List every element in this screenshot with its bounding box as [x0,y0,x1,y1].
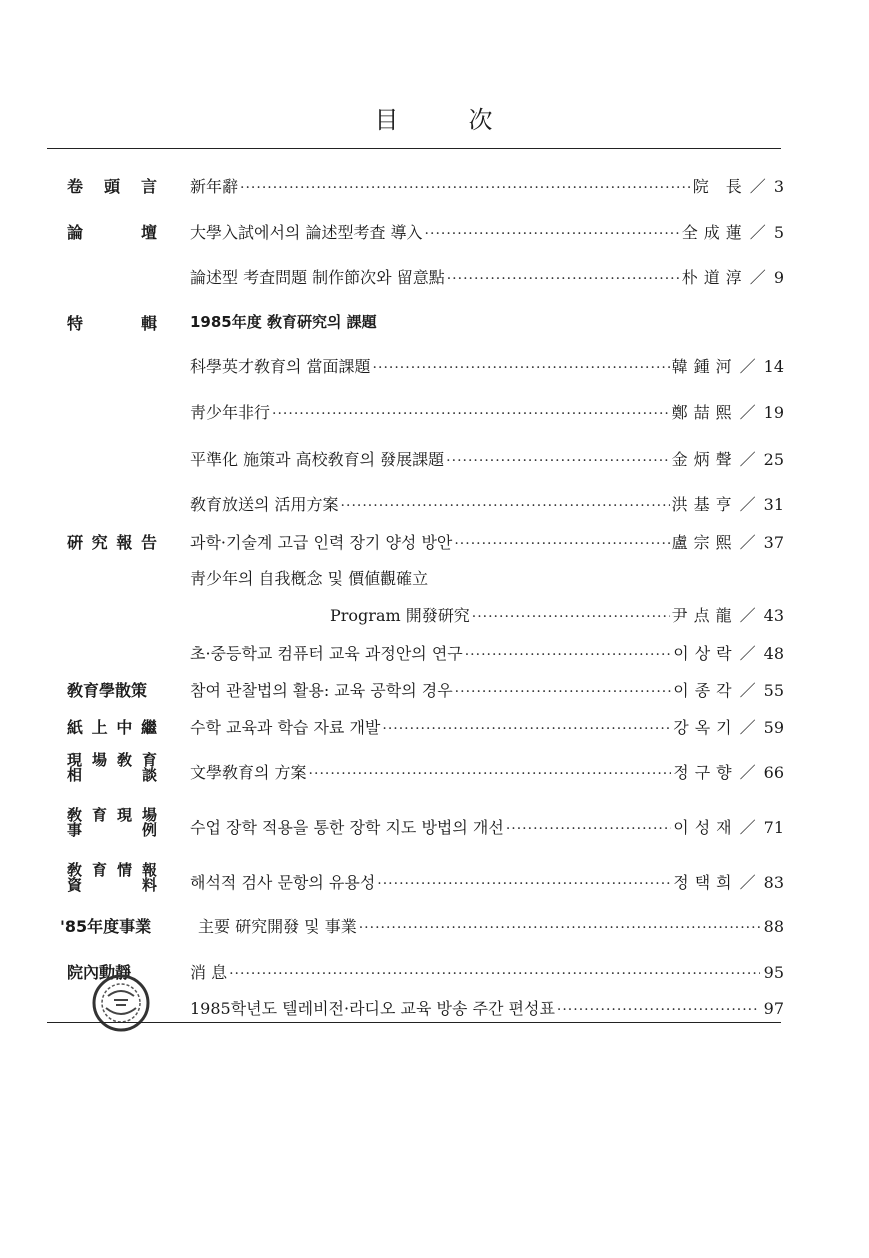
leader-dots [472,609,670,625]
toc-entry[interactable] [0,603,869,639]
entry-author: 이상락 [673,644,738,663]
leader-dots [309,766,672,782]
slash: ／ [739,873,756,892]
leader-dots [229,966,760,982]
leader-dots [272,406,670,422]
section-label: 敎育學散策 [67,681,148,700]
entry-page: 31 [763,495,784,514]
entry-title: 靑少年非行 [190,403,271,422]
section-line-1: 現 場 敎 育 [67,751,157,769]
entry-page: 59 [763,718,784,737]
slash: ／ [739,763,756,782]
toc-line [190,760,784,783]
toc-entry[interactable] [0,641,869,677]
section-label [67,863,157,893]
entry-author: 全成蓮 [681,223,748,242]
entry-title: 수업 장학 적용을 통한 장학 지도 방법의 개선 [190,818,504,837]
slash: ／ [749,268,766,287]
toc-line [190,870,784,893]
leader-dots [359,920,760,936]
toc-entry[interactable] [0,265,869,301]
section-line-1: 敎 育 情 報 [67,861,157,879]
entry-author: 강옥기 [673,718,738,737]
leader-dots [446,453,669,469]
slash: ／ [739,403,756,422]
toc-entry[interactable] [0,566,869,602]
section-label: 卷 頭 言 [67,177,157,196]
slash: ／ [749,177,766,196]
entry-page: 88 [763,917,784,936]
toc-line [190,678,784,701]
entry-title: 平準化 施策과 高校敎育의 發展課題 [190,450,445,469]
toc-entry[interactable] [0,530,869,566]
toc-entry[interactable] [0,715,869,751]
toc-line [190,311,784,332]
slash: ／ [739,606,756,625]
section-label: 院內動靜 [67,963,132,982]
toc-line [190,715,784,738]
entry-author: 韓鍾河 [671,357,738,376]
slash: ／ [739,357,756,376]
toc-line [190,815,784,838]
section-label [67,808,157,838]
slash: ／ [739,644,756,663]
entry-page: 55 [763,681,784,700]
entry-page: 5 [773,223,784,242]
section-label [67,753,157,783]
entry-title: 科學英才敎育의 當面課題 [190,357,371,376]
entry-title: 主要 硏究開發 및 事業 [198,917,357,936]
seal-stamp [86,972,156,1034]
entry-title: 수학 교육과 학습 자료 개발 [190,718,381,737]
toc-line [190,354,784,377]
entry-title: 論述型 考査問題 制作節次와 留意點 [190,268,445,287]
entry-author: 이종각 [673,681,738,700]
toc-line [190,447,784,470]
toc-line [190,960,784,983]
toc-line [190,996,784,1019]
toc-line [190,566,784,589]
top-rule [47,148,781,149]
toc-entry[interactable] [0,861,869,906]
entry-title: 과학·기술계 고급 인력 장기 양성 방안 [190,533,453,552]
toc-entry[interactable] [0,678,869,714]
leader-dots [425,226,680,242]
page-title [0,100,869,135]
toc-line [190,174,784,197]
section-line-1: 敎 育 現 場 [67,806,157,824]
section-line-2: 資 料 [67,876,157,894]
slash: ／ [739,495,756,514]
toc-line [190,492,784,515]
entry-title: 敎育放送의 活用方案 [190,495,339,514]
leader-dots [382,721,671,737]
entry-page: 25 [763,450,784,469]
entry-page: 43 [763,606,784,625]
entry-author: 鄭喆熙 [671,403,738,422]
toc-entry[interactable] [0,447,869,483]
toc-line [190,265,784,288]
entry-page: 14 [763,357,784,376]
entry-page: 19 [763,403,784,422]
entry-page: 37 [763,533,784,552]
section-line-2: 事 例 [67,821,157,839]
toc-line [190,530,784,553]
entry-title: 新年辭 [190,177,239,196]
section-line-2: 相 談 [67,766,157,784]
leader-dots [454,536,669,552]
toc-entry[interactable] [0,400,869,436]
leader-dots [557,1002,760,1018]
entry-author: 院 長 [692,177,748,196]
entry-title: 靑少年의 自我槪念 및 價値觀確立 [190,569,429,588]
toc-line [190,220,784,243]
entry-title: 해석적 검사 문항의 유용성 [190,873,376,892]
entry-title: 大學入試에서의 論述型考査 導入 [190,223,423,242]
entry-author: 정구향 [673,763,738,782]
entry-page: 83 [763,873,784,892]
slash: ／ [739,533,756,552]
toc-entry[interactable] [0,311,869,347]
entry-page: 9 [773,268,784,287]
section-label: 硏 究 報 告 [67,533,157,552]
section-label: 特 輯 [67,314,157,333]
leader-dots [506,821,671,837]
slash: ／ [749,223,766,242]
section-label: 論 壇 [67,223,157,242]
title-char-1: 目 [374,106,401,134]
entry-page: 95 [763,963,784,982]
leader-dots [240,180,691,196]
entry-title: Program 開發硏究 [330,606,470,625]
toc-line [330,603,784,626]
entry-page: 3 [773,177,784,196]
section-label: 紙 上 中 繼 [67,718,157,737]
leader-dots [377,876,671,892]
entry-page: 71 [763,818,784,837]
slash: ／ [739,681,756,700]
leader-dots [447,271,680,287]
toc-line [190,400,784,423]
leader-dots [341,498,670,514]
toc-entry[interactable] [0,751,869,796]
bottom-rule [47,1022,781,1023]
entry-author: 盧宗熙 [671,533,738,552]
entry-title: 참여 관찰법의 활용: 교육 공학의 경우 [190,681,453,700]
toc-entry[interactable] [0,492,869,528]
slash: ／ [739,450,756,469]
entry-author: 이성재 [673,818,738,837]
toc-entry[interactable] [0,914,869,950]
slash: ／ [739,718,756,737]
entry-title: 초·중등학교 컴퓨터 교육 과정안의 연구 [190,644,463,663]
slash: ／ [739,818,756,837]
section-label: '85年度事業 [60,917,152,936]
entry-page: 97 [763,999,784,1018]
title-char-2: 次 [468,106,495,134]
leader-dots [373,360,670,376]
entry-title: 1985年度 敎育硏究의 課題 [190,313,377,331]
toc-entry[interactable] [0,806,869,851]
entry-author: 洪基亨 [671,495,738,514]
toc-line [198,914,784,937]
entry-author: 尹点龍 [671,606,738,625]
entry-title: 1985학년도 텔레비전·라디오 교육 방송 주간 편성표 [190,999,555,1018]
entry-page: 48 [763,644,784,663]
leader-dots [455,684,672,700]
leader-dots [465,647,672,663]
toc-entry[interactable] [0,354,869,390]
entry-author: 朴道淳 [681,268,748,287]
entry-author: 金炳聲 [671,450,738,469]
toc-entry[interactable] [0,174,869,210]
entry-title: 文學敎育의 方案 [190,763,307,782]
toc-line [190,641,784,664]
toc-entry[interactable] [0,220,869,256]
entry-title: 消 息 [190,963,228,982]
entry-author: 정택희 [673,873,738,892]
entry-page: 66 [763,763,784,782]
